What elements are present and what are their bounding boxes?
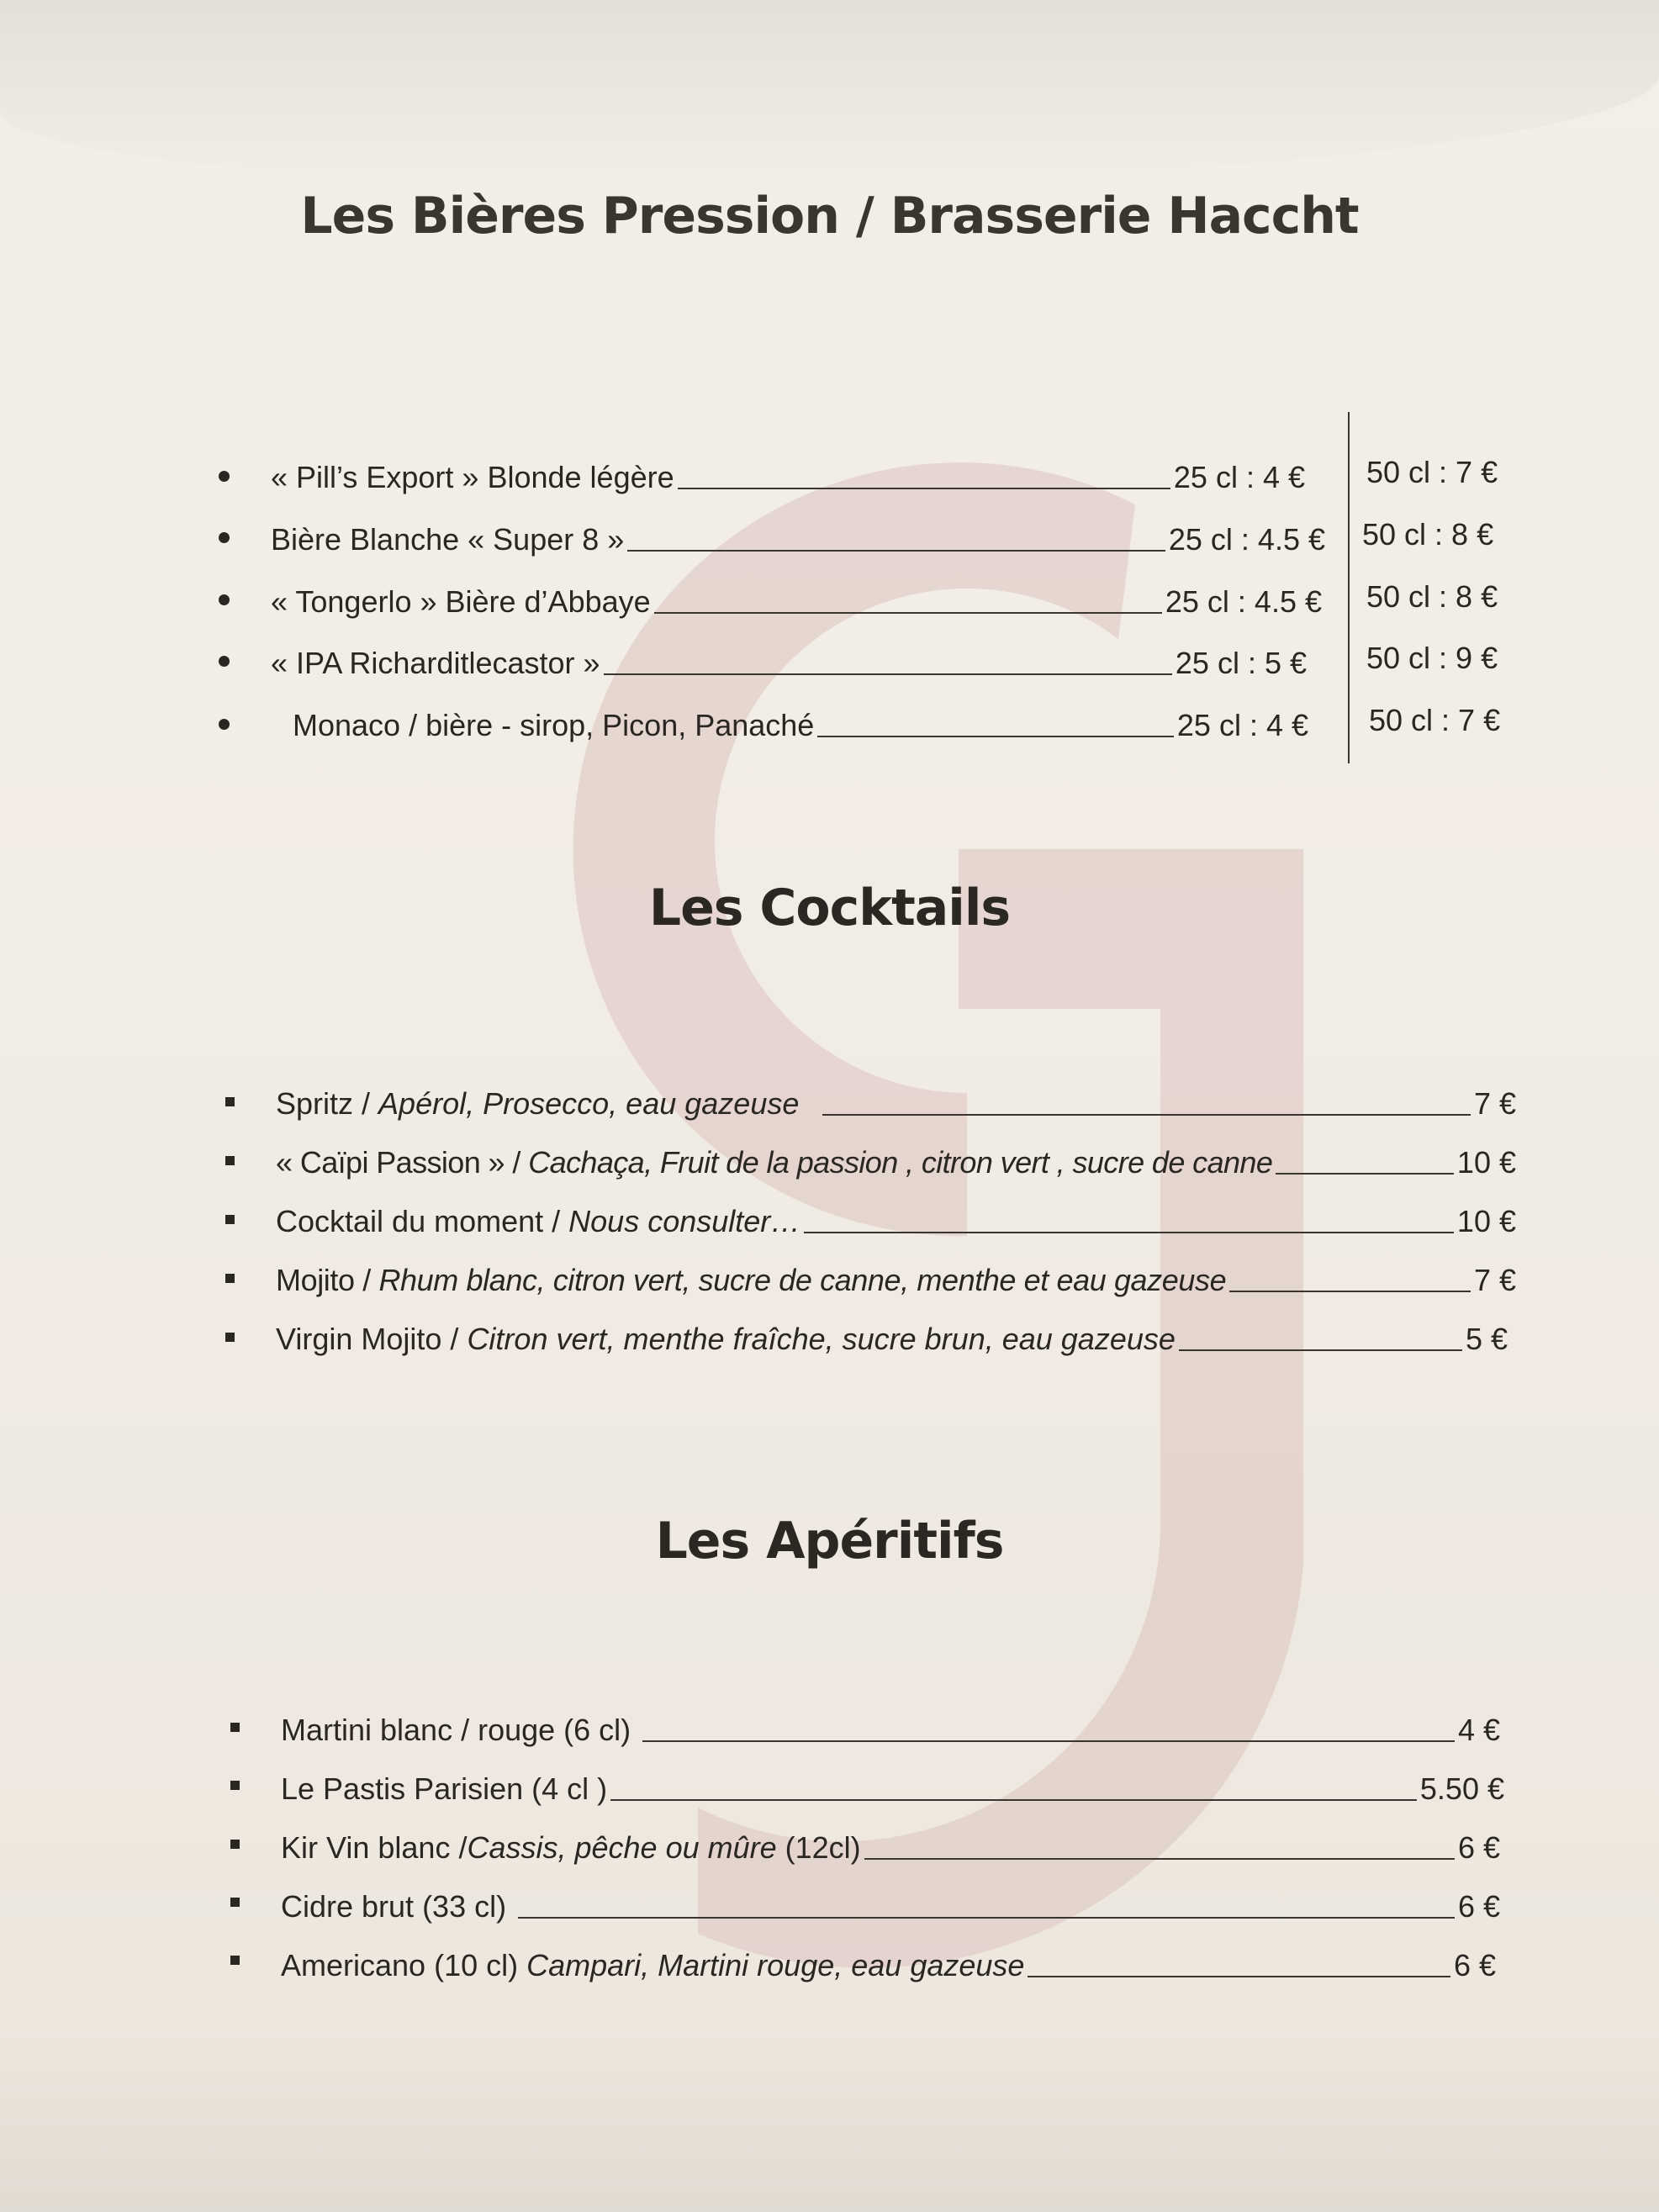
leader-line — [654, 612, 1162, 614]
item-name: « Pill’s Export » Blonde légère — [271, 460, 674, 494]
price-25cl: 25 cl : 5 € — [1175, 646, 1307, 680]
beer-row — [293, 702, 1308, 744]
leader-line — [1276, 1173, 1454, 1175]
aperitif-row — [281, 1824, 1500, 1866]
item-description: Campari, Martini rouge, eau gazeuse — [526, 1948, 1025, 1982]
item-name: Le Pastis Parisien (4 cl ) — [281, 1771, 608, 1806]
item-description: Apérol, Prosecco, eau gazeuse — [378, 1086, 800, 1121]
item-name: Cocktail du moment — [276, 1204, 544, 1238]
bullet-icon — [225, 1333, 235, 1342]
aperitif-row — [281, 1883, 1500, 1925]
cocktail-row — [276, 1080, 1516, 1122]
price-50cl: 50 cl : 8 € — [1362, 517, 1494, 552]
aperitif-row — [281, 1942, 1496, 1984]
leader-line — [817, 736, 1174, 737]
bullet-icon — [230, 1898, 240, 1907]
aperitifs-section-title: Les Apéritifs — [655, 1512, 1004, 1571]
leader-line — [678, 488, 1170, 489]
item-price: 7 € — [1473, 1086, 1516, 1121]
cocktail-row — [276, 1198, 1516, 1240]
item-price: 7 € — [1473, 1263, 1516, 1297]
beer-row — [271, 454, 1305, 496]
item-name: Kir Vin blanc / — [281, 1830, 468, 1865]
item-price: 10 € — [1456, 1204, 1516, 1238]
separator: / — [353, 1086, 379, 1121]
column-divider — [1348, 412, 1350, 763]
bullet-icon — [225, 1274, 235, 1283]
leader-line — [822, 1114, 1471, 1116]
beer-row — [271, 516, 1325, 558]
beer-row — [271, 578, 1322, 620]
cocktail-row — [276, 1257, 1516, 1299]
bullet-icon — [230, 1781, 240, 1790]
leader-line — [864, 1858, 1455, 1860]
item-description: Cassis, pêche ou mûre — [467, 1830, 777, 1865]
item-description: Nous consulter… — [568, 1204, 801, 1238]
item-description: Cachaça, Fruit de la passion , citron vert , sucre de canne — [528, 1145, 1273, 1180]
bullet-icon — [219, 532, 230, 543]
bullet-icon — [219, 594, 230, 605]
item-price: 6 € — [1457, 1830, 1500, 1865]
item-name: Monaco / bière - sirop, Picon, Panaché — [293, 708, 815, 742]
price-25cl: 25 cl : 4 € — [1173, 460, 1305, 494]
separator: / — [354, 1263, 379, 1297]
item-price: 10 € — [1456, 1145, 1516, 1180]
leader-line — [627, 550, 1165, 552]
price-50cl: 50 cl : 7 € — [1366, 455, 1498, 489]
item-name: Martini blanc / rouge (6 cl) — [281, 1713, 631, 1747]
item-price: 5 € — [1465, 1322, 1508, 1356]
item-name: Virgin Mojito — [276, 1322, 442, 1356]
price-25cl: 25 cl : 4.5 € — [1165, 584, 1322, 619]
item-name: Bière Blanche « Super 8 » — [271, 522, 625, 557]
aperitif-row — [281, 1707, 1500, 1749]
price-25cl: 25 cl : 4.5 € — [1168, 522, 1325, 557]
bullet-icon — [230, 1956, 240, 1965]
aperitif-row — [281, 1766, 1504, 1808]
item-name: « Caïpi Passion » — [276, 1145, 505, 1180]
bullet-icon — [230, 1840, 240, 1849]
beer-section-title: Les Bières Pression / Brasserie Haccht — [300, 187, 1359, 245]
item-price: 6 € — [1453, 1948, 1496, 1982]
separator: / — [504, 1145, 529, 1180]
bullet-icon — [219, 656, 230, 667]
leader-line — [1028, 1976, 1450, 1977]
item-name: Cidre brut (33 cl) — [281, 1889, 507, 1924]
item-name: Mojito — [276, 1263, 355, 1297]
price-25cl: 25 cl : 4 € — [1176, 708, 1308, 742]
bullet-icon — [219, 719, 230, 730]
item-name: Spritz — [276, 1086, 354, 1121]
leader-line — [604, 673, 1172, 675]
item-price: 5.50 € — [1419, 1771, 1504, 1806]
item-price: 6 € — [1457, 1889, 1500, 1924]
leader-line — [610, 1799, 1417, 1801]
cocktails-section-title: Les Cocktails — [648, 879, 1011, 937]
cocktail-row — [276, 1139, 1516, 1181]
separator: / — [441, 1322, 468, 1356]
cocktail-row — [276, 1316, 1508, 1358]
bullet-icon — [225, 1097, 235, 1106]
leader-line — [1229, 1291, 1471, 1292]
item-price: 4 € — [1457, 1713, 1500, 1747]
item-suffix: (12cl) — [776, 1830, 861, 1865]
price-50cl: 50 cl : 9 € — [1366, 641, 1498, 675]
beer-row — [271, 640, 1307, 682]
leader-line — [804, 1232, 1454, 1233]
leader-line — [1179, 1349, 1462, 1351]
bullet-icon — [230, 1723, 240, 1732]
item-name: « IPA Richarditlecastor » — [271, 646, 600, 680]
item-name: Americano (10 cl) — [281, 1948, 527, 1982]
leader-line — [518, 1917, 1455, 1919]
item-description: Rhum blanc, citron vert, sucre de canne, menthe et eau gazeuse — [378, 1263, 1227, 1297]
item-description: Citron vert, menthe fraîche, sucre brun, eau gazeuse — [467, 1322, 1176, 1356]
separator: / — [543, 1204, 569, 1238]
bullet-icon — [225, 1215, 235, 1224]
bullet-icon — [219, 471, 230, 482]
price-50cl: 50 cl : 7 € — [1369, 703, 1501, 737]
price-50cl: 50 cl : 8 € — [1366, 579, 1498, 614]
leader-line — [642, 1740, 1455, 1742]
item-name: « Tongerlo » Bière d’Abbaye — [271, 584, 651, 619]
bullet-icon — [225, 1156, 235, 1165]
